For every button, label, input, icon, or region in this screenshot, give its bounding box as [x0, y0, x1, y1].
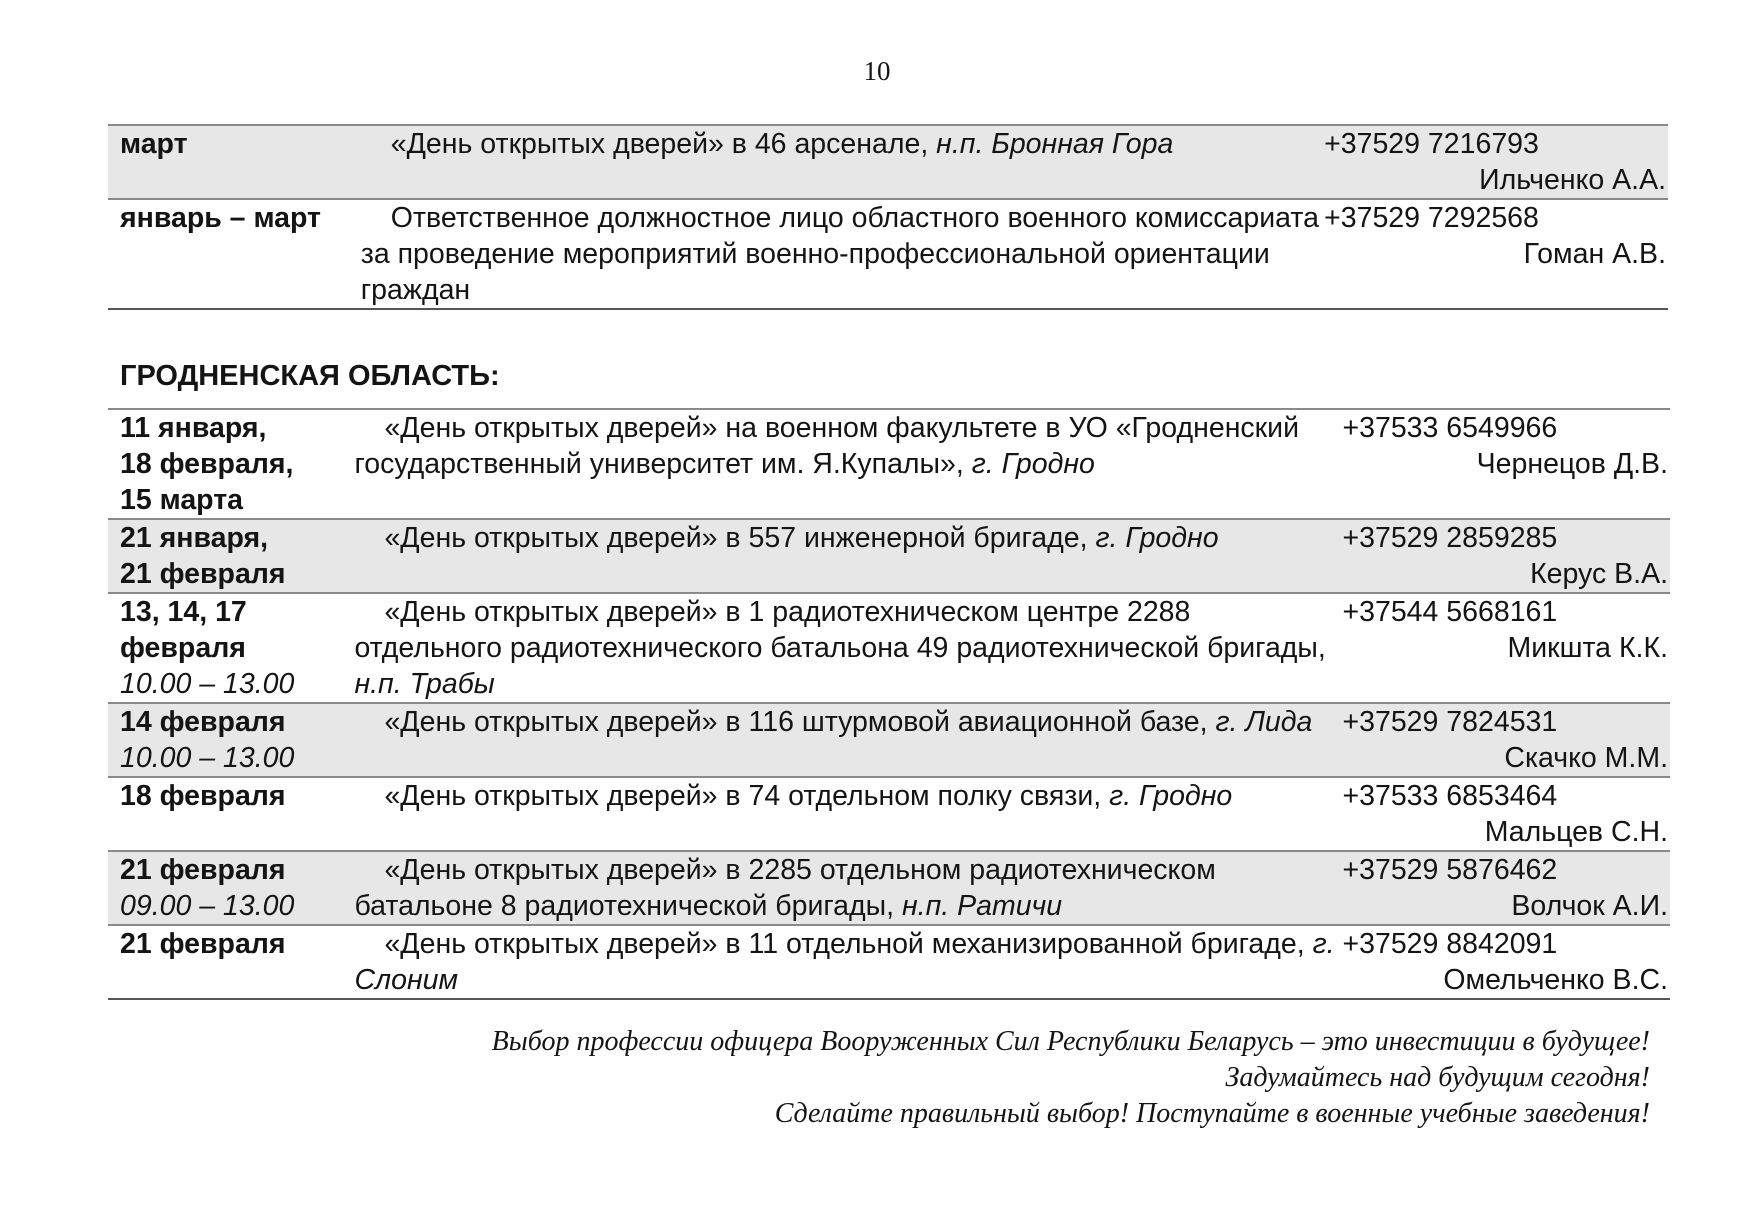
contact-person: Мальцев С.Н.: [1484, 816, 1668, 848]
contact-info: [1324, 125, 1668, 199]
event-date: [108, 851, 354, 925]
event-location: г. Лида: [1215, 706, 1313, 738]
event-description: [354, 409, 1342, 519]
event-text: «День открытых дверей» на военном факультете в УО «Гродненский государственный университет им. Я.Купалы»,: [354, 412, 1299, 480]
event-date-line: 18 февраля,: [120, 448, 294, 480]
event-description: [361, 199, 1324, 309]
contact-person: Гоман А.В.: [1523, 238, 1666, 270]
contact-phone: +37529 7292568: [1324, 202, 1539, 234]
event-location: г. Гродно: [971, 448, 1095, 480]
schedule-row: [108, 777, 1670, 851]
event-description: [354, 703, 1342, 777]
schedule-row: [108, 409, 1670, 519]
event-date: [108, 199, 361, 309]
contact-phone: +37529 8842091: [1342, 928, 1558, 960]
schedule-row: [108, 519, 1670, 593]
event-text: «День открытых дверей» в 116 штурмовой авиационной базе,: [384, 706, 1216, 738]
footer-slogan: [492, 1024, 1650, 1132]
event-description: [361, 125, 1324, 199]
schedule-row: [108, 593, 1670, 703]
page-number: 10: [863, 56, 891, 86]
event-date-line: 21 января,: [120, 522, 269, 554]
contact-info: [1342, 593, 1670, 703]
event-date-line: январь – март: [120, 202, 322, 234]
contact-phone: +37533 6853464: [1342, 780, 1558, 812]
footer-slogan-line-3: Сделайте правильный выбор! Поступайте в военные учебные заведения!: [774, 1098, 1650, 1129]
contact-person: Ильченко А.А.: [1479, 164, 1666, 196]
event-date-line: март: [120, 128, 188, 160]
event-date: [108, 409, 354, 519]
event-text: «День открытых дверей» в 1 радиотехническом центре 2288 отдельного радиотехнического батальона 49 радиотехнической бригады,: [354, 596, 1326, 664]
event-date-line: 21 февраля: [120, 928, 286, 960]
contact-info: [1342, 519, 1670, 593]
event-location: г. Слоним: [354, 928, 1335, 996]
contact-person: Керус В.А.: [1530, 558, 1668, 590]
event-date-line: 14 февраля: [120, 706, 286, 738]
event-text: «День открытых дверей» в 2285 отдельном радиотехническом батальоне 8 радиотехнической бригады,: [354, 854, 1216, 922]
event-date-line: 11 января,: [120, 412, 267, 444]
contact-person: Чернецов Д.В.: [1476, 448, 1668, 480]
event-date: [108, 125, 361, 199]
contact-person: Скачко М.М.: [1504, 742, 1668, 774]
event-description: [354, 777, 1342, 851]
event-time: 10.00 – 13.00: [120, 742, 295, 774]
event-date-line: 21 февраля: [120, 558, 286, 590]
event-location: н.п. Бронная Гора: [936, 128, 1174, 160]
contact-info: [1342, 409, 1670, 519]
schedule-row: [108, 925, 1670, 999]
event-date: [108, 925, 354, 999]
event-location: н.п. Трабы: [354, 668, 495, 700]
event-description: [354, 593, 1342, 703]
event-location: г. Гродно: [1095, 522, 1219, 554]
event-date: [108, 777, 354, 851]
schedule-row: [108, 199, 1668, 309]
event-date-line: 21 февраля: [120, 854, 286, 886]
event-time: 09.00 – 13.00: [120, 890, 295, 922]
contact-person: Микшта К.К.: [1507, 632, 1668, 664]
event-date-line: февраля: [120, 632, 246, 664]
contact-person: Волчок А.И.: [1511, 890, 1668, 922]
contact-phone: +37529 5876462: [1342, 854, 1558, 886]
contact-phone: +37529 7824531: [1342, 706, 1558, 738]
contact-info: [1342, 925, 1670, 999]
footer-slogan-line-2: Задумайтесь над будущим сегодня!: [1225, 1062, 1650, 1093]
contact-info: [1342, 851, 1670, 925]
event-date-line: 15 марта: [120, 484, 244, 516]
event-date-line: 13, 14, 17: [120, 596, 247, 628]
event-date: [108, 703, 354, 777]
section-title-grodno-region: ГРОДНЕНСКАЯ ОБЛАСТЬ:: [120, 360, 500, 392]
event-time: 10.00 – 13.00: [120, 668, 295, 700]
event-text: «День открытых дверей» в 557 инженерной бригаде,: [384, 522, 1096, 554]
event-description: [354, 851, 1342, 925]
contact-phone: +37533 6549966: [1342, 412, 1558, 444]
event-text: Ответственное должностное лицо областного военного комиссариата за проведение мероприятий военно-профессиональной ориентации граждан: [360, 202, 1319, 306]
event-date: [108, 593, 354, 703]
event-text: «День открытых дверей» в 11 отдельной механизированной бригаде,: [384, 928, 1313, 960]
event-text: «День открытых дверей» в 74 отдельном полку связи,: [384, 780, 1110, 812]
event-date-line: 18 февраля: [120, 780, 286, 812]
contact-phone: +37544 5668161: [1342, 596, 1558, 628]
schedule-table-previous-region: [108, 124, 1668, 310]
event-description: [354, 519, 1342, 593]
footer-slogan-line-1: Выбор профессии офицера Вооруженных Сил Республики Беларусь – это инвестиции в будущее!: [491, 1026, 1650, 1057]
schedule-row: [108, 125, 1668, 199]
schedule-row: [108, 703, 1670, 777]
event-text: «День открытых дверей» в 46 арсенале,: [390, 128, 937, 160]
contact-info: [1342, 703, 1670, 777]
event-date: [108, 519, 354, 593]
contact-phone: +37529 2859285: [1342, 522, 1558, 554]
event-location: н.п. Ратичи: [901, 890, 1063, 922]
contact-info: [1324, 199, 1668, 309]
contact-person: Омельченко В.С.: [1443, 964, 1668, 996]
contact-phone: +37529 7216793: [1324, 128, 1539, 160]
event-description: [354, 925, 1342, 999]
contact-info: [1342, 777, 1670, 851]
schedule-table-grodno-region: [108, 408, 1670, 1000]
schedule-row: [108, 851, 1670, 925]
event-location: г. Гродно: [1109, 780, 1233, 812]
